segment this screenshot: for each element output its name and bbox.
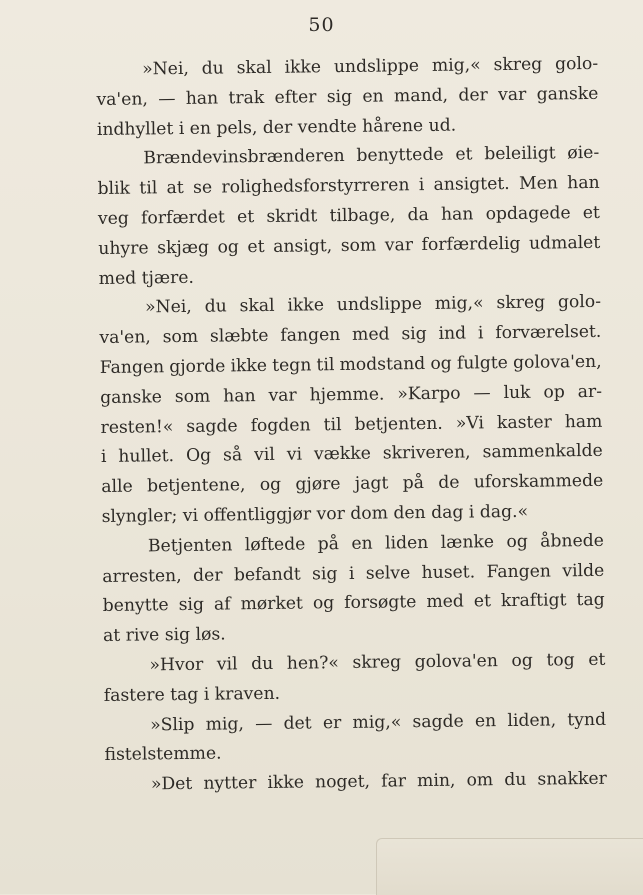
text-line: blik til at se rolighedsforstyrreren i ansigtet. Men han	[97, 173, 600, 200]
text-line: »Nei, du skal ikke undslippe mig,« skreg golo-	[144, 292, 602, 318]
text-line: benytte sig af mørket og forsøgte med et kraftigt tag	[102, 590, 605, 617]
text-line: »Det nytter ikke noget, far min, om du snakker	[150, 768, 607, 795]
page-number: 50	[308, 14, 335, 36]
text-line: Fangen gjorde ikke tegn til modstand og fulgte golova'en,	[99, 351, 602, 378]
text-line: indhyllet i en pels, der vendte hårene ud.	[96, 115, 457, 140]
text-line: Betjenten løftede på en liden lænke og åbnede	[147, 530, 605, 557]
text-line: med tjære.	[98, 267, 195, 289]
text-line: uhyre skjæg og et ansigt, som var forfærdelig udmalet	[98, 232, 601, 259]
text-line: va'en, — han trak efter sig en mand, der var ganske	[96, 83, 599, 110]
text-line: i hullet. Og så vil vi vække skriveren, sammenkalde	[100, 441, 603, 468]
text-line: fistelstemme.	[104, 743, 222, 766]
text-line: veg forfærdet et skridt tilbage, da han opdagede et	[97, 202, 601, 229]
text-line: fastere tag i kraven.	[103, 683, 281, 706]
text-line: alle betjentene, og gjøre jagt på de uforskammede	[101, 470, 604, 498]
text-line: resten!« sagde fogden til betjenten. »Vi kaster ham	[100, 411, 603, 438]
text-line: arresten, der befandt sig i selve huset. Fangen vilde	[102, 560, 605, 587]
text-line: ganske som han var hjemme. »Karpo — luk op ar-	[100, 381, 603, 408]
text-line: Brændevinsbrænderen benyttede et beleiligt øie-	[143, 143, 600, 169]
text-line: »Slip mig, — det er mig,« sagde en liden, tynd	[150, 709, 607, 735]
text-line: »Nei, du skal ikke undslippe mig,« skreg golo-	[142, 53, 599, 80]
text-line: slyngler; vi offentliggjør vor dom den dag i dag.«	[101, 501, 529, 527]
text-line: va'en, som slæbte fangen med sig ind i forværelset.	[99, 322, 602, 349]
body-text	[96, 50, 607, 801]
underlying-page-edge	[376, 838, 643, 895]
text-line: »Hvor vil du hen?« skreg golova'en og tog et	[149, 649, 606, 676]
text-line: at rive sig løs.	[102, 624, 226, 647]
